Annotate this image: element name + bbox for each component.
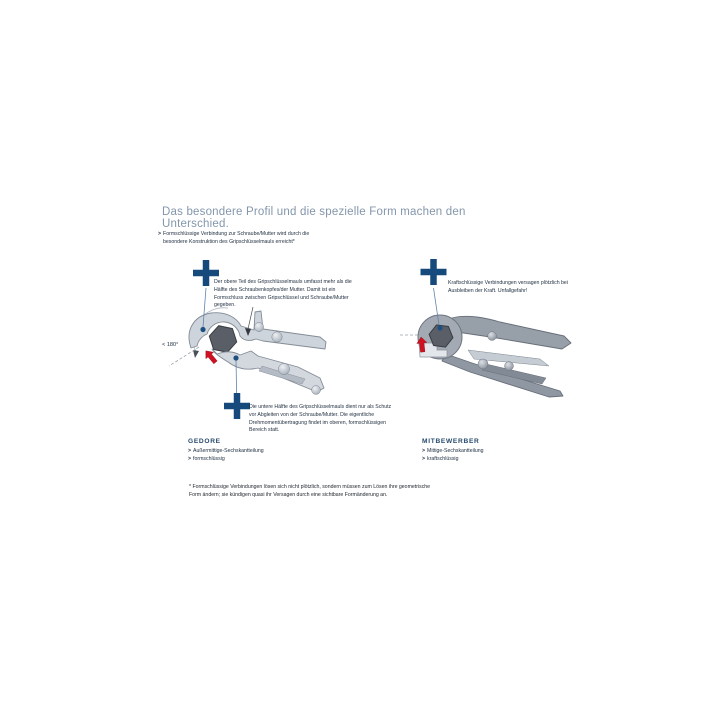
footnote-text: * Formschlüssige Verbindungen lösen sich nicht plötzlich, sondern müssen zum Lösen ihre geometrische Form ändern; sie kündigen quasi ihr Versagen durch eine sichtbare Formänderung an. <box>189 484 431 498</box>
rivet <box>505 362 514 371</box>
feature-text: Außermittige-Sechskantteilung <box>193 448 264 454</box>
page-title: Das besondere Profil und die spezielle Form machen den Unterschied. <box>162 206 466 230</box>
intro-statement <box>158 231 318 247</box>
competitor-feature-block <box>422 438 582 463</box>
feature-text: kraftschlüssig <box>427 456 459 463</box>
bullet-marker: > <box>422 456 426 463</box>
bullet-marker: > <box>158 231 162 237</box>
rivet <box>312 386 321 395</box>
rivet <box>278 363 289 374</box>
feature-item <box>422 447 582 455</box>
plus-icon <box>421 259 447 285</box>
brand-name-gedore: GEDORE <box>188 438 221 445</box>
feature-text: Mittige-Sechskantteilung <box>427 448 484 454</box>
bullet-marker: > <box>188 456 192 463</box>
feature-item <box>188 447 348 455</box>
hex-nut <box>209 326 236 353</box>
angle-label: < 180° <box>162 342 179 348</box>
rivet <box>254 322 263 331</box>
feature-text: formschlüssig <box>193 456 225 463</box>
feature-item <box>422 455 582 463</box>
feature-item <box>188 455 348 463</box>
rivet <box>272 332 282 342</box>
competitor-upper-handle <box>450 316 571 349</box>
plus-icon <box>224 393 250 419</box>
gedore-feature-block <box>188 438 348 463</box>
rivet <box>478 359 488 369</box>
callout-competitor: Kraftschlüssige Verbindungen versagen plötzlich bei Ausbleiben der Kraft. Unfallgefahr! <box>448 280 568 294</box>
callout-lower-jaw: Die untere Hälfte des Gripschlüsselmauls dient nur als Schutz vor Abgleiten von der Schraube/Mutter. Die eigentliche Drehmomentübertragung findet im oberen, formschlüssigen Bereich statt. <box>249 404 392 434</box>
bullet-marker: > <box>422 448 426 454</box>
rivet <box>488 332 497 341</box>
intro-text: Formschlüssige Verbindung zur Schraube/Mutter wird durch die besondere Konstruktion des Gripschlüsselmauls erreicht* <box>163 231 310 245</box>
brand-name-competitor: MITBEWERBER <box>422 438 480 445</box>
bullet-marker: > <box>188 448 192 454</box>
footnote <box>189 484 439 500</box>
callout-upper-jaw: Der obere Teil des Gripschlüsselmauls umfasst mehr als die Hälfte des Schraubenkopfes/der Mutter. Damit ist ein Formschluss zwischen Gripschlüssel und Schraube/Mutter gegeben. <box>214 279 352 309</box>
